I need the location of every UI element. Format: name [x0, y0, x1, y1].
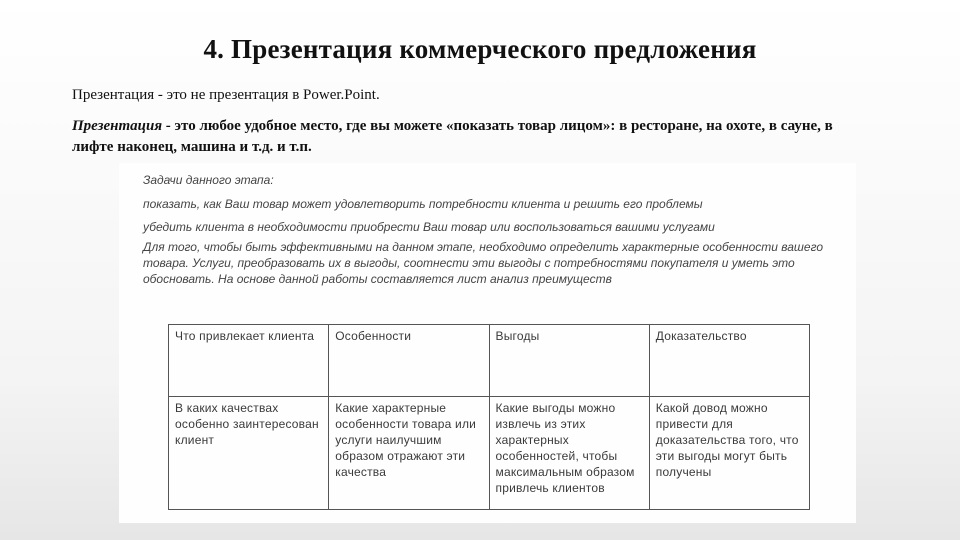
cell-benefits: Какие выгоды можно извлечь из этих характерных особенностей, чтобы максимальным образом привлечь клиентов	[489, 397, 649, 510]
cell-proof: Какой довод можно привести для доказательства того, что эти выгоды могут быть получены	[649, 397, 809, 510]
definition-term: Презентация	[72, 118, 163, 134]
header-cell-features: Особенности	[329, 325, 489, 397]
slide-title: 4. Презентация коммерческого предложения	[203, 34, 757, 64]
header-cell-proof: Доказательство	[649, 325, 809, 397]
definition-paragraph	[72, 116, 872, 158]
cell-features: Какие характерные особенности товара или услуги наилучшим образом отражают эти качества	[329, 397, 489, 510]
table-header-row	[169, 325, 810, 397]
definition-text: - это любое удобное место, где вы можете «показать товар лицом»: в ресторане, на охоте, в сауне, в лифте наконец, машина и т.д. и т.п.	[72, 118, 833, 155]
stage-description: Для того, чтобы быть эффективными на данном этапе, необходимо определить характерные особенности вашего товара. Услуги, преобразовать их в выгоды, соотнести эти выгоды с потребностями покупателя и уметь это обосновать. На основе данной работы составляется лист анализ преимуществ	[143, 240, 824, 286]
task-line-1: показать, как Ваш товар может удовлетворить потребности клиента и решить его проблемы	[143, 197, 703, 211]
header-cell-attracts: Что привлекает клиента	[169, 325, 329, 397]
tasks-heading: Задачи данного этапа:	[143, 173, 274, 187]
embedded-scan-image	[119, 163, 856, 523]
cell-attracts: В каких качествах особенно заинтересован клиент	[169, 397, 329, 510]
advantages-table	[168, 324, 810, 510]
header-cell-benefits: Выгоды	[489, 325, 649, 397]
table-row	[169, 397, 810, 510]
slide-subtitle: Презентация - это не презентация в Power.Point.	[72, 87, 380, 103]
task-line-2: убедить клиента в необходимости приобрести Ваш товар или воспользоваться вашими услугами	[143, 220, 715, 234]
